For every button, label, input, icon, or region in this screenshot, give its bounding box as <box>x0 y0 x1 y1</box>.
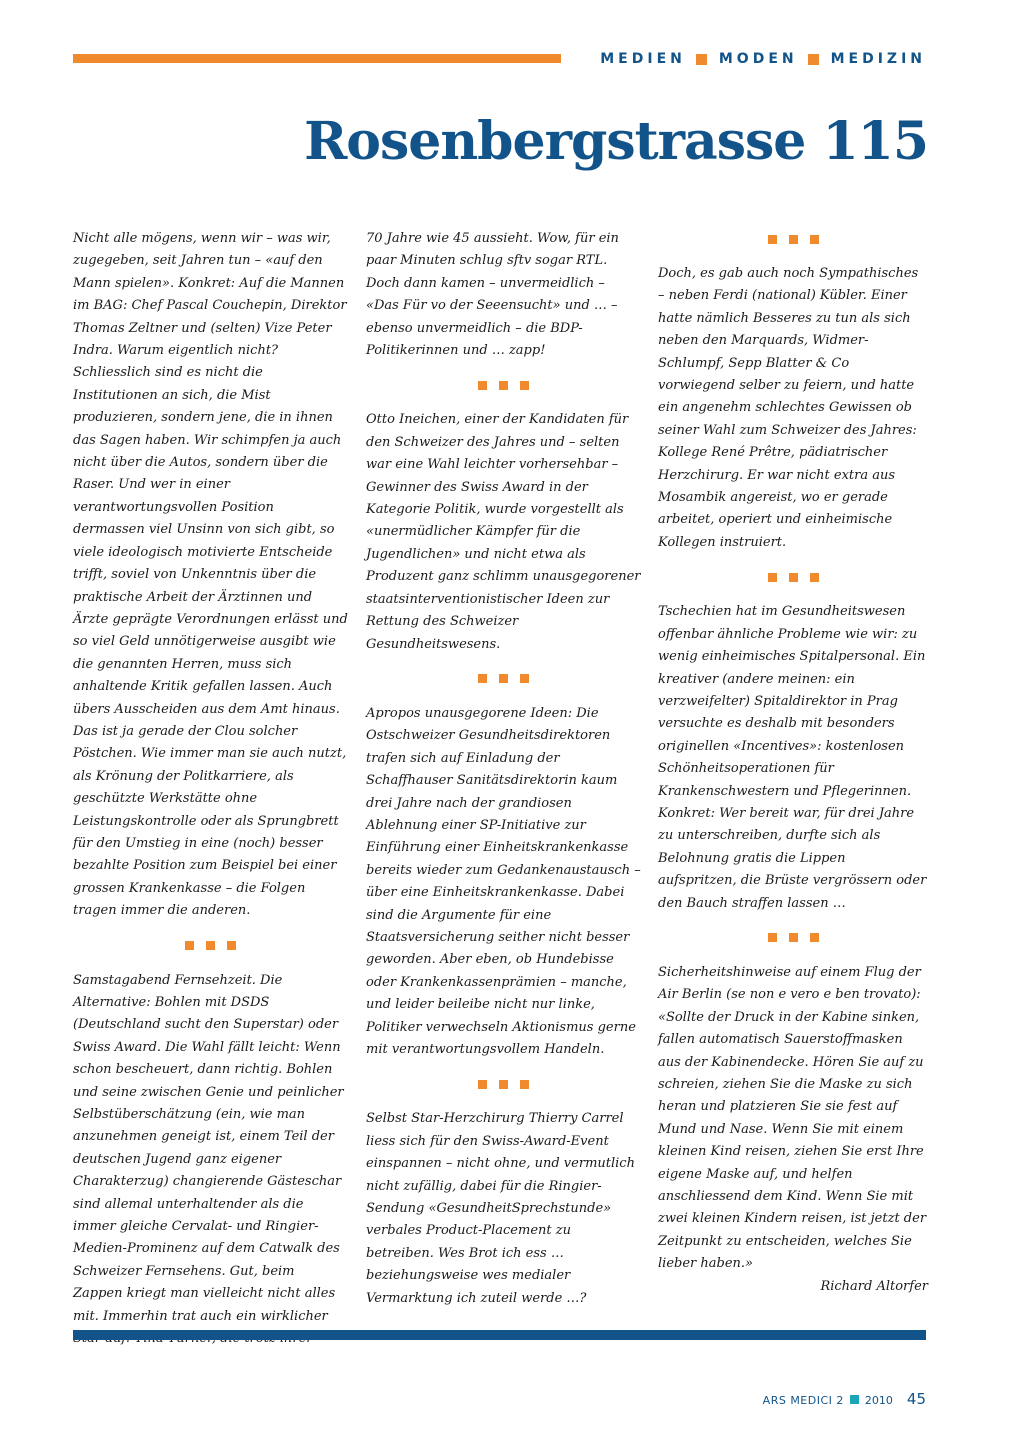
rubric-item-medien: MEDIEN <box>600 51 686 67</box>
orange-square-icon <box>520 381 529 390</box>
publication-year: 2010 <box>864 1394 893 1407</box>
section-separator <box>366 374 641 396</box>
orange-square-icon <box>206 941 215 950</box>
paragraph: Otto Ineichen, einer der Kandidaten für den Schweizer des Jahres und – selten war eine Wahl leichter vorhersehbar – Gewinner des Swiss Award in der Kategorie Politik, wurde vorgestellt als «unermüdlicher Kämpfer für die Jugendlichen» und nicht etwa als Produzent ganz schlimm unausgegorener staatsinterventionistischer Ideen zur Rettung des Schweizer Gesundheitswesens. <box>366 412 641 652</box>
orange-square-icon <box>768 933 777 942</box>
author-signature: Richard Altorfer <box>820 1278 928 1294</box>
paragraph: Selbst Star-Herzchirurg Thierry Carrel liess sich für den Swiss-Award-Event einspannen – nicht ohne, und vermutlich nicht zufällig, dabei für die Ringier-Sendung «GesundheitSprechstunde» verbales Product-Placement zu betreiben. Wes Brot ich ess … beziehungsweise wes medialer Vermarktung ich zuteil werde …? <box>366 1111 635 1306</box>
paragraph: Doch, es gab auch noch Sympathisches – neben Ferdi (national) Kübler. Einer hatte nämlich Besseres zu tun als sich neben den Marquards, Widmer-Schlumpf, Sepp Blatter & Co vorwiegend selber zu feiern, und hatte ein angenehm schlechtes Gewissen ob seiner Wahl zum Schweizer des Jahres: Kollege René Prêtre, pädiatrischer Herzchirurg. Er war nicht extra aus Mosambik angereist, wo er gerade arbeitet, operiert und einheimische Kollegen instruiert. <box>658 266 919 550</box>
paragraph: Sicherheitshinweise auf einem Flug der Air Berlin (se non e vero e ben trovato): «Sollte der Druck in der Kabine sinken, fallen automatisch Sauerstoffmasken aus der Kabinendecke. Hören Sie auf zu schreien, ziehen Sie die Maske zu sich heran und platzieren Sie sie fest auf Mund und Nase. Wenn Sie mit einem kleinen Kind reisen, ziehen Sie erst Ihre eigene Maske auf, und helfen anschliessend dem Kind. Wenn Sie mit zwei kleinen Kindern reisen, ist jetzt der Zeitpunkt zu entscheiden, welches Sie lieber haben.» <box>658 964 927 1272</box>
orange-square-icon <box>810 573 819 582</box>
page-footer <box>763 1390 926 1408</box>
orange-square-icon <box>520 1080 529 1089</box>
bottom-rule <box>73 1330 926 1340</box>
orange-square-icon <box>499 381 508 390</box>
orange-square-icon <box>478 1080 487 1089</box>
square-bullet-icon <box>808 54 819 65</box>
orange-square-icon <box>789 933 798 942</box>
section-separator <box>73 935 348 957</box>
orange-square-icon <box>768 573 777 582</box>
rubric-item-medizin: MEDIZIN <box>830 51 926 67</box>
orange-square-icon <box>520 674 529 683</box>
orange-square-icon <box>478 674 487 683</box>
section-separator <box>658 228 928 250</box>
section-separator <box>658 927 928 949</box>
section-separator <box>366 1073 641 1095</box>
paragraph: Tschechien hat im Gesundheitswesen offenbar ähnliche Probleme wie wir: zu wenig einheimisches Spitalpersonal. Ein kreativer (andere meinen: ein verzweifelter) Spitaldirektor in Prag versuchte es deshalb mit besonders originellen «Incentives»: kostenlosen Schönheitsoperationen für Krankenschwestern und Pflegerinnen. Konkret: Wer bereit war, für drei Jahre zu unterschreiben, durfte sich als Belohnung gratis die Lippen aufspritzen, die Brüste vergrössern oder den Bauch straffen lassen … <box>658 604 927 911</box>
orange-square-icon <box>810 933 819 942</box>
orange-square-icon <box>478 381 487 390</box>
rubric-item-moden: MODEN <box>718 51 798 67</box>
orange-square-icon <box>810 235 819 244</box>
paragraph: Nicht alle mögens, wenn wir – was wir, zugegeben, seit Jahren tun – «auf den Mann spielen». Konkret: Auf die Mannen im BAG: Chef Pascal Couchepin, Direktor Thomas Zeltner und (selten) Vize Peter Indra. Warum eigentlich nicht? Schliesslich sind es nicht die Institutionen an sich, die Mist produzieren, sondern jene, die in ihnen das Sagen haben. Wir schimpfen ja auch nicht über die Autos, sondern über die Raser. Und wer in einer verantwortungsvollen Position dermassen viel Unsinn von sich gibt, so viele ideologisch motivierte Entscheide trifft, soviel von Unkenntnis über die praktische Arbeit der Ärztinnen und Ärzte geprägte Verordnungen erlässt und so viel Geld unnötigerweise ausgibt wie die genannten Herren, muss sich anhaltende Kritik gefallen lassen. Auch übers Ausscheiden aus dem Amt hinaus. Das ist ja gerade der Clou solcher Pöstchen. Wie immer man sie auch nutzt, als Krönung der Politkarriere, als geschützte Werkstätte ohne Leistungskontrolle oder als Sprungbrett für den Umstieg in eine (noch) besser bezahlte Position zum Beispiel bei einer grossen Krankenkasse – die Folgen tragen immer die anderen. <box>73 231 348 919</box>
text-column-3 <box>658 228 928 1298</box>
orange-square-icon <box>499 1080 508 1089</box>
paragraph: Apropos unausgegorene Ideen: Die Ostschweizer Gesundheitsdirektoren trafen sich auf Einladung der Schaffhauser Sanitätsdirektorin kaum drei Jahre nach der grandiosen Ablehnung einer SP-Initiative zur Einführung einer Einheitskrankenkasse bereits wieder zum Gedankenaustausch – über eine Einheitskrankenkasse. Dabei sind die Argumente für eine Staatsversicherung seither nicht besser geworden. Aber eben, ob Hundebisse oder Krankenkassenprämien – manche, und leider beileibe nicht nur linke, Politiker verwechseln Aktionismus gerne mit verantwortungsvollem Handeln. <box>366 705 641 1057</box>
text-column-2 <box>366 228 641 1310</box>
square-bullet-icon <box>850 1395 859 1404</box>
orange-square-icon <box>768 235 777 244</box>
orange-square-icon <box>789 235 798 244</box>
orange-square-icon <box>499 674 508 683</box>
orange-square-icon <box>789 573 798 582</box>
text-column-1 <box>73 228 348 1351</box>
paragraph: 70 Jahre wie 45 aussieht. Wow, für ein paar Minuten schlug sftv sogar RTL. Doch dann kamen – unvermeidlich – «Das Für vo der Seeensucht» und … – ebenso unvermeidlich – die BDP-Politikerinnen und … zapp! <box>366 231 619 359</box>
paragraph: Samstagabend Fernsehzeit. Die Alternative: Bohlen mit DSDS (Deutschland sucht den Superstar) oder Swiss Award. Die Wahl fällt leicht: Wenn schon bescheuert, dann richtig. Bohlen und seine zwischen Genie und peinlicher Selbstüberschätzung (ein, wie man anzunehmen geneigt ist, einem Teil der deutschen Jugend ganz eigener Charakterzug) changierende Gästeschar sind allemal unterhaltender als die immer gleiche Cervalat- und Ringier-Medien-Prominenz auf dem Catwalk des Schweizer Fernsehens. Gut, beim Zappen kriegt man vielleicht nicht alles mit. Immerhin trat auch ein wirklicher <box>73 972 344 1324</box>
section-separator <box>366 668 641 690</box>
orange-square-icon <box>185 941 194 950</box>
orange-square-icon <box>227 941 236 950</box>
square-bullet-icon <box>696 54 707 65</box>
publication-name: ARS MEDICI 2 <box>762 1394 844 1407</box>
page-number: 45 <box>906 1390 926 1408</box>
section-separator <box>658 566 928 588</box>
article-title: Rosenbergstrasse 115 <box>304 111 928 172</box>
top-accent-bar <box>73 54 561 63</box>
section-rubric <box>600 49 926 69</box>
